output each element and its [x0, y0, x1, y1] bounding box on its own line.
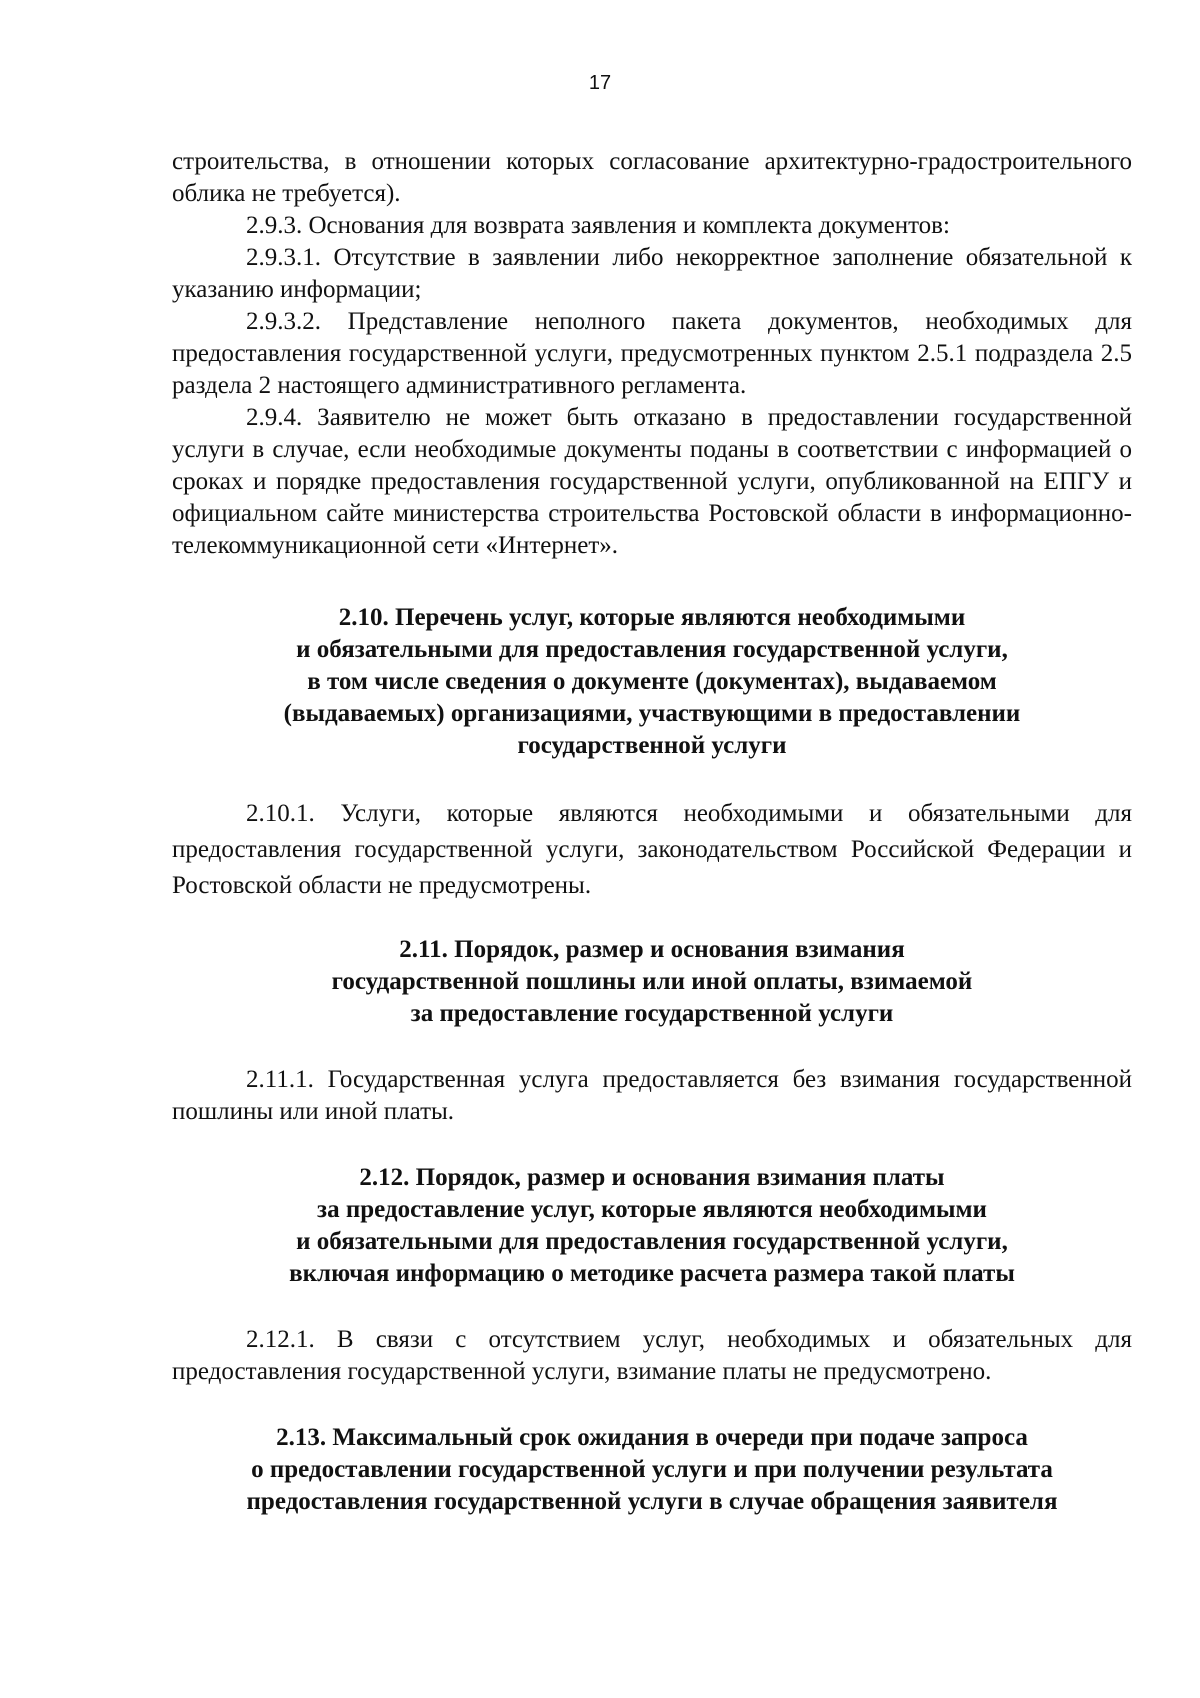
paragraph-2-9-3: 2.9.3. Основания для возврата заявления и комплекта документов: — [246, 212, 950, 239]
heading-line: и обязательными для предоставления государственной услуги, — [296, 636, 1008, 663]
paragraph-2-12-1: 2.12.1. В связи с отсутствием услуг, необходимых и обязательных для предоставления государственной услуги, взимание платы не предусмотрено. — [172, 1326, 1132, 1385]
heading-line: за предоставление государственной услуги — [410, 1000, 894, 1027]
heading-2-12 — [172, 1162, 1132, 1290]
heading-line: государственной услуги — [517, 732, 787, 759]
heading-line: 2.12. Порядок, размер и основания взимания платы — [359, 1164, 945, 1191]
heading-2-10 — [172, 602, 1132, 762]
heading-line: 2.10. Перечень услуг, которые являются необходимыми — [338, 604, 966, 631]
heading-line: за предоставление услуг, которые являются необходимыми — [317, 1196, 987, 1223]
heading-line: (выдаваемых) организациями, участвующими в предоставлении — [283, 700, 1021, 727]
heading-line: включая информацию о методике расчета размера такой платы — [289, 1260, 1015, 1287]
paragraph-2-9-3-1: 2.9.3.1. Отсутствие в заявлении либо некорректное заполнение обязательной к указанию информации; — [172, 244, 1132, 303]
heading-line: о предоставлении государственной услуги и при получении результата — [251, 1456, 1053, 1483]
page-number: 17 — [588, 72, 612, 94]
paragraph-2-10-1: 2.10.1. Услуги, которые являются необходимыми и обязательными для предоставления государственной услуги, законодательством Российской Федерации и Ростовской области не предусмотрены. — [172, 800, 1132, 899]
heading-line: государственной пошлины или иной оплаты, взимаемой — [331, 968, 973, 995]
paragraph-2-11-1: 2.11.1. Государственная услуга предоставляется без взимания государственной пошлины или иной платы. — [172, 1066, 1132, 1125]
paragraph-intro: строительства, в отношении которых согласование архитектурно-градостроительного облика не требуется). — [172, 148, 1132, 207]
heading-2-11 — [172, 934, 1132, 1030]
heading-line: предоставления государственной услуги в случае обращения заявителя — [246, 1488, 1058, 1515]
heading-line: в том числе сведения о документе (документах), выдаваемом — [307, 668, 997, 695]
document-body — [172, 146, 1132, 1518]
heading-2-13 — [172, 1422, 1132, 1518]
heading-line: 2.11. Порядок, размер и основания взимания — [399, 936, 905, 963]
heading-line: 2.13. Максимальный срок ожидания в очереди при подаче запроса — [276, 1424, 1028, 1451]
heading-line: и обязательными для предоставления государственной услуги, — [296, 1228, 1008, 1255]
paragraph-2-9-3-2: 2.9.3.2. Представление неполного пакета документов, необходимых для предоставления государственной услуги, предусмотренных пунктом 2.5.1 подраздела 2.5 раздела 2 настоящего административного регламента. — [172, 308, 1132, 399]
paragraph-2-9-4: 2.9.4. Заявителю не может быть отказано в предоставлении государственной услуги в случае, если необходимые документы поданы в соответствии с информацией о сроках и порядке предоставления государственной услуги, опубликованной на ЕПГУ и официальном сайте министерства строительства Ростовской области в информационно-телекоммуникационной сети «Интернет». — [172, 404, 1132, 559]
